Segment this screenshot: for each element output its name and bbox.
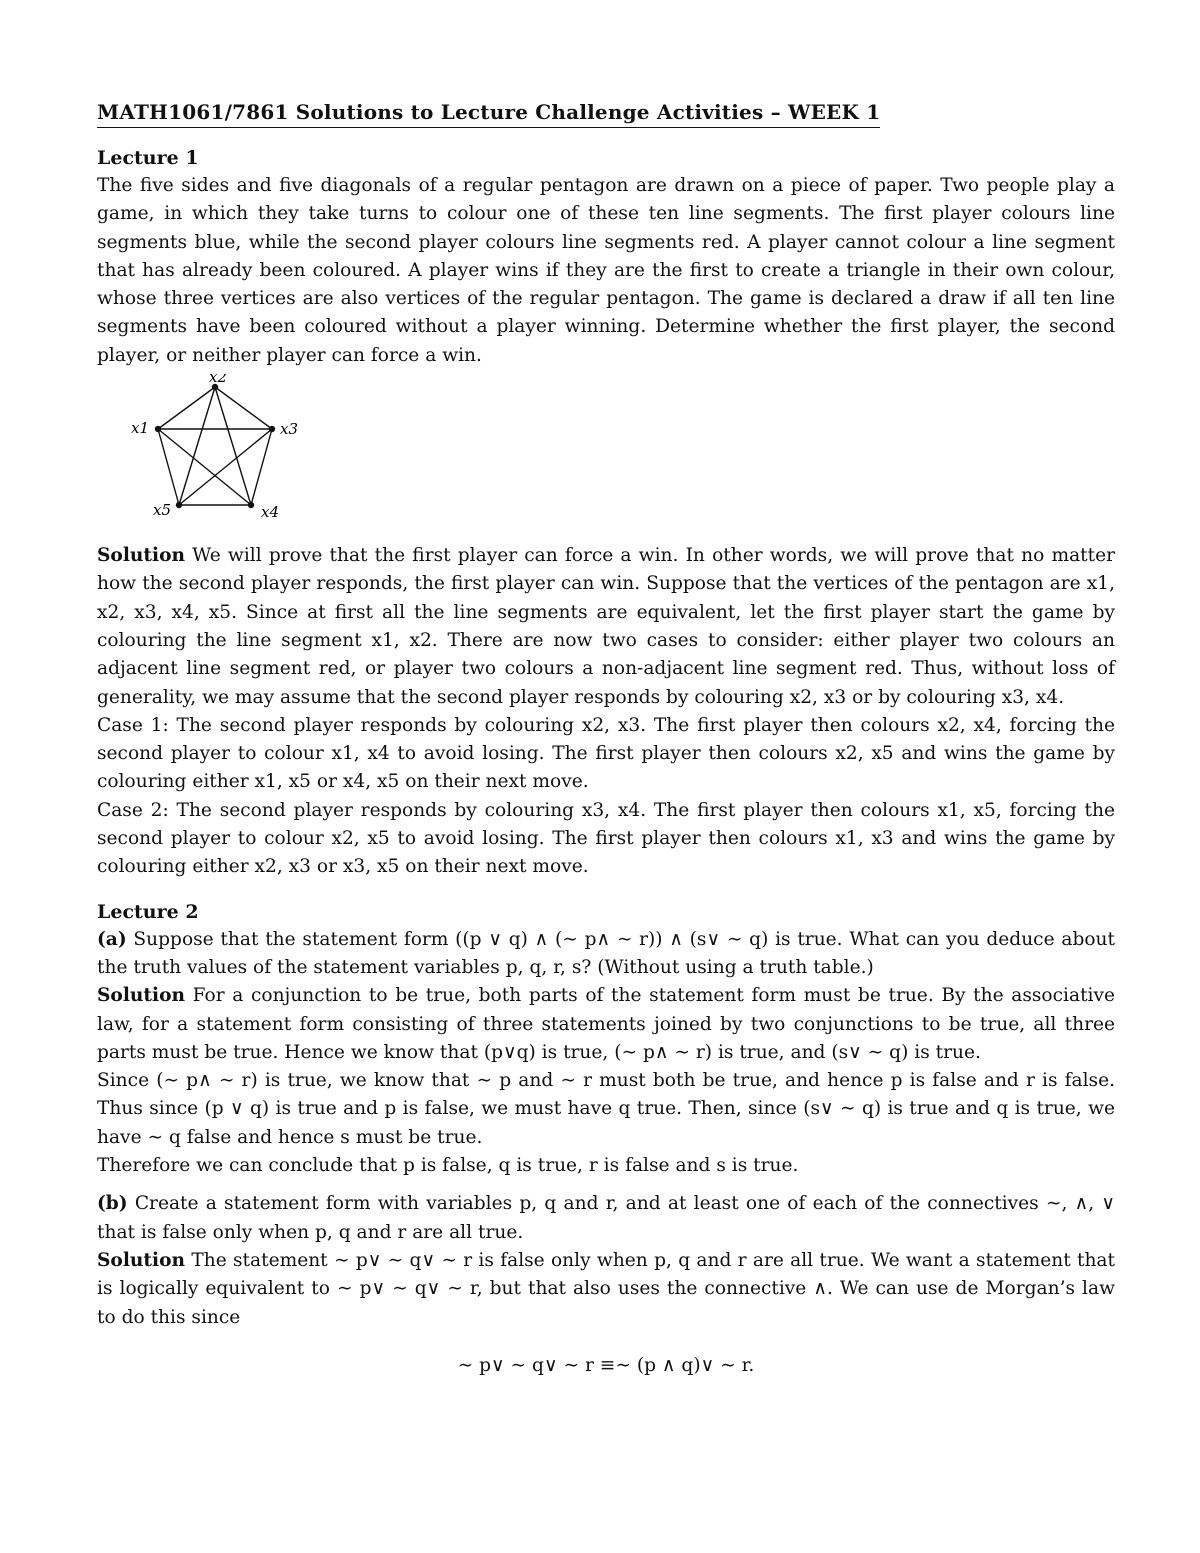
solution-a-text: For a conjunction to be true, both parts of the statement form must be true. By the associative law, for a statement form consisting of three statements joined by two conjunctions to be true, all three parts must be true. Hence we know that (p∨q) is true, (∼ p∧ ∼ r) is true, and (s∨ ∼ q) is true. bbox=[97, 985, 1115, 1063]
lecture-2-part-b bbox=[97, 1190, 1115, 1247]
edge-x1-x4 bbox=[158, 429, 251, 505]
edge-x1-x2 bbox=[158, 387, 215, 429]
solution-label: Solution bbox=[97, 545, 185, 567]
lecture-1-problem: The five sides and five diagonals of a regular pentagon are drawn on a piece of paper. Two people play a game, in which they take turns to colour one of these ten line segments. The first player colours line segments blue, while the second player colours line segments red. A player cannot colour a line segment that has already been coloured. A player wins if they are the first to create a triangle in their own colour, whose three vertices are also vertices of the regular pentagon. The game is declared a draw if all ten line segments have been coloured without a player winning. Determine whether the first player, the second player, or neither player can force a win. bbox=[97, 175, 1115, 366]
edge-x2-x3 bbox=[215, 387, 272, 429]
edge-x5-x1 bbox=[158, 429, 179, 505]
label-x4: x4 bbox=[261, 503, 280, 522]
edge-x2-x4 bbox=[215, 387, 251, 505]
lecture-2-solution-a-2: Since (∼ p∧ ∼ r) is true, we know that ∼ p and ∼ r must both be true, and hence p is false and r is false. Thus since (p ∨ q) is true and p is false, we must have q true. Then, since (s∨ ∼ q) is true and q is true, we have ∼ q false and hence s must be true. bbox=[97, 1070, 1115, 1148]
vertex-x4 bbox=[248, 502, 254, 508]
pentagon-figure bbox=[111, 374, 311, 534]
label-x1: x1 bbox=[131, 419, 150, 438]
lecture-2-heading: Lecture 2 bbox=[97, 900, 199, 923]
label-x3: x3 bbox=[280, 420, 299, 439]
lecture-1-case-2: Case 2: The second player responds by colouring x3, x4. The first player then colours x1, x5, forcing the second player to colour x2, x5 to avoid losing. The first player then colours x1, x3 and wins the game by colouring either x2, x3 or x3, x5 on their next move. bbox=[97, 799, 1115, 878]
edge-x3-x5 bbox=[179, 429, 272, 505]
part-b-label: (b) bbox=[97, 1193, 128, 1215]
solution-text: We will prove that the first player can force a win. In other words, we will prove that no matter how the second player responds, the first player can win. Suppose that the vertices of the pentagon are x1, x2, x3, x4, x5. Since at first all the line segments are equivalent, let the first player start the game by colouring the line segment x1, x2. There are now two cases to consider: either player two colours an adjacent line segment red, or player two colours a non-adjacent line segment red. Thus, without loss of generality, we may assume that the second player responds by colouring x2, x3 or by colouring x3, x4. bbox=[97, 545, 1115, 708]
part-a-text: Suppose that the statement form ((p ∨ q) ∧ (∼ p∧ ∼ r)) ∧ (s∨ ∼ q) is true. What can you deduce about the truth values of the statement variables p, q, r, s? (Without using a truth table.) bbox=[97, 928, 1115, 978]
lecture-2-solution-a bbox=[97, 982, 1115, 1067]
edge-x2-x5 bbox=[179, 387, 215, 505]
vertex-x1 bbox=[155, 426, 161, 432]
vertex-x3 bbox=[269, 426, 275, 432]
lecture-2-solution-a-3: Therefore we can conclude that p is false, q is true, r is false and s is true. bbox=[97, 1155, 799, 1177]
label-x2: x2 bbox=[209, 374, 228, 387]
label-x5: x5 bbox=[153, 501, 172, 520]
solution-label: Solution bbox=[97, 1249, 185, 1271]
page-title: MATH1061/7861 Solutions to Lecture Challenge Activities – WEEK 1 bbox=[97, 100, 880, 128]
document-page bbox=[97, 100, 1115, 1380]
lecture-2-solution-b bbox=[97, 1247, 1115, 1332]
demorgan-equation: ∼ p∨ ∼ q∨ ∼ r ≡∼ (p ∧ q)∨ ∼ r. bbox=[457, 1354, 755, 1376]
pentagon-graph bbox=[111, 374, 311, 534]
lecture-1-solution bbox=[97, 542, 1115, 712]
lecture-1-heading: Lecture 1 bbox=[97, 147, 199, 169]
solution-label: Solution bbox=[97, 985, 185, 1007]
lecture-2-part-a bbox=[97, 926, 1115, 983]
lecture-1-case-1: Case 1: The second player responds by colouring x2, x3. The first player then colours x2, x4, forcing the second player to colour x1, x4 to avoid losing. The first player then colours x2, x5 and wins the game by colouring either x1, x5 or x4, x5 on their next move. bbox=[97, 714, 1115, 793]
part-a-label: (a) bbox=[97, 928, 127, 950]
edge-x3-x4 bbox=[251, 429, 272, 505]
part-b-text: Create a statement form with variables p, q and r, and at least one of each of the connectives ∼, ∧, ∨ that is false only when p, q and r are all true. bbox=[97, 1193, 1115, 1243]
solution-b-text: The statement ∼ p∨ ∼ q∨ ∼ r is false only when p, q and r are all true. We want a statement that is logically equivalent to ∼ p∨ ∼ q∨ ∼ r, but that also uses the connective ∧. We can use de Morgan’s law to do this since bbox=[97, 1249, 1115, 1328]
vertex-x5 bbox=[176, 502, 182, 508]
